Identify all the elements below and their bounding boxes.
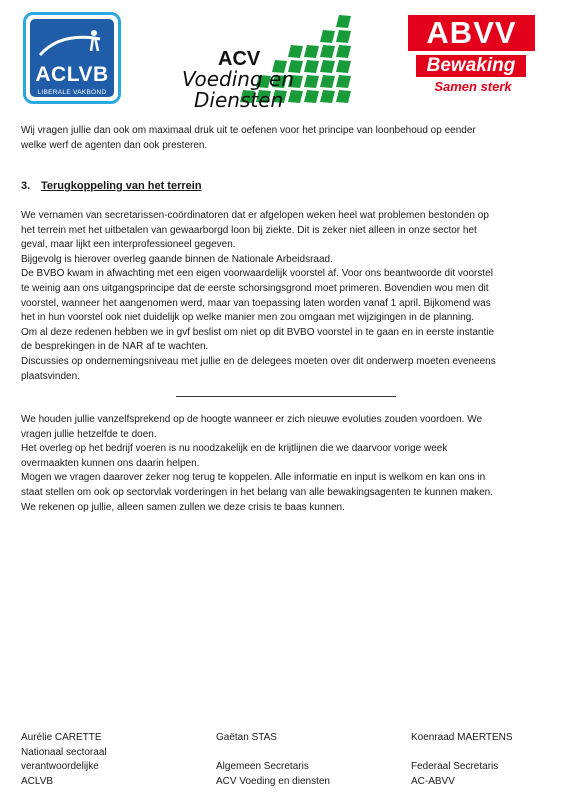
text-line: Bijgevolg is hierover overleg gaande binnen de Nationale Arbeidsraad. <box>21 253 333 265</box>
text-line: De BVBO kwam in afwachting met een eigen voorwaardelijk voorstel af. Voor ons beantwoorde dit voorstel <box>21 268 493 280</box>
acv-grid-tile <box>336 60 351 73</box>
text-line: het in hun voorstel ook niet duidelijk op welke manier men zou omgaan met wijzigingen in de planning. <box>21 312 475 324</box>
acv-grid-tile <box>320 30 335 43</box>
section-heading <box>21 180 202 192</box>
section-number: 3. <box>21 180 31 192</box>
signature-acv <box>216 731 330 789</box>
acv-logo-line2: Voeding en <box>182 67 295 91</box>
text-line: plaatsvinden. <box>21 370 80 382</box>
acv-grid-tile <box>288 45 303 58</box>
text-line: vragen jullie hetzelfde te doen. <box>21 428 157 440</box>
abvv-logo-subtitle: Bewaking <box>416 55 526 77</box>
acv-grid-tile <box>336 90 351 103</box>
intro-paragraph <box>21 124 541 153</box>
signature-line: Aurélie CARETTE <box>21 732 102 743</box>
acv-grid-tile <box>336 75 351 88</box>
signature-abvv <box>411 731 513 789</box>
acv-grid-tile <box>304 45 319 58</box>
signature-line: Federaal Secretaris <box>411 761 499 773</box>
acv-grid-tile <box>288 90 303 103</box>
signature-line: Algemeen Secretaris <box>216 761 309 773</box>
signature-line: Koenraad MAERTENS <box>411 732 513 743</box>
text-line: overmaakten kunnen ons daarin helpen. <box>21 457 200 469</box>
acv-logo-line3: Diensten <box>194 88 284 112</box>
aclvb-logo-subtitle: LIBERALE VAKBOND <box>37 89 107 96</box>
aclvb-figure-icon <box>38 29 108 59</box>
acv-grid-tile <box>304 90 319 103</box>
signature-line: AC-ABVV <box>411 775 455 787</box>
text-line: te weinig aan ons uitgangsprincipe dat de eerste schorsingsgrond moet primeren. Bovendien wou men dit <box>21 282 489 294</box>
abvv-logo-name: ABVV <box>408 15 535 51</box>
text-line: We vernamen van secretarissen-coördinatoren dat er afgelopen weken heel wat problemen bestonden op <box>21 210 489 221</box>
aclvb-logo-panel <box>30 19 114 97</box>
text-line: geval, maar lijkt een interprofessioneel gegeven. <box>21 239 236 251</box>
abvv-logo <box>408 15 538 95</box>
acv-grid-tile <box>336 45 351 58</box>
text-line: We rekenen op jullie, alleen samen zullen we deze crisis te baas kunnen. <box>21 501 345 513</box>
text-line: Discussies op ondernemingsniveau met jullie en de delegees moeten over dit onderwerp moeten eveneens <box>21 355 496 367</box>
signature-line <box>411 746 513 761</box>
acv-grid-tile <box>320 45 335 58</box>
acv-grid-tile <box>304 60 319 73</box>
text-line: Mogen we vragen daarover zeker nog terug te koppelen. Alle informatie en input is welkom en kan ons in <box>21 472 486 484</box>
text-line: het terrein met het uitbetalen van gewaarborgd loon bij ziekte. Dit is zeker niet alleen in onze sector het <box>21 224 477 236</box>
section-title: Terugkoppeling van het terrein <box>41 180 202 192</box>
abvv-logo-slogan: Samen sterk <box>434 79 512 94</box>
text-line: welke werf de agenten dan ook presteren. <box>21 139 208 151</box>
divider-line <box>176 396 396 397</box>
signature-line: Gaëtan STAS <box>216 732 277 743</box>
signature-line: ACLVB <box>21 775 54 787</box>
acv-logo-line1: ACV <box>218 48 261 70</box>
signature-line: Nationaal sectoraal <box>21 746 107 758</box>
text-line: Wij vragen jullie dan ook om maximaal druk uit te oefenen voor het principe van loonbehoud op eender <box>21 125 476 136</box>
text-line: Om al deze redenen hebben we in gvf beslist om niet op dit BVBO voorstel in te gaan en in eerste instantie <box>21 326 495 338</box>
acv-grid-tile <box>320 60 335 73</box>
acv-grid-tile <box>336 30 351 43</box>
acv-logo <box>180 15 360 110</box>
acv-grid-tile <box>336 15 351 28</box>
signature-line: ACV Voeding en diensten <box>216 775 330 787</box>
text-line: We houden jullie vanzelfsprekend op de hoogte wanneer er zich nieuwe evoluties zouden voordoen. We <box>21 414 483 425</box>
text-line: staat stellen om ook op sectorvlak vorderingen in het belang van alle bewakingsagenten te kunnen maken. <box>21 486 493 498</box>
acv-grid-tile <box>304 75 319 88</box>
acv-grid-tile <box>320 75 335 88</box>
body-paragraph-2 <box>21 413 541 515</box>
aclvb-logo <box>23 12 121 104</box>
signature-line <box>216 746 330 761</box>
acv-grid-tile <box>320 90 335 103</box>
text-line: de besprekingen in de NAR af te wachten. <box>21 341 209 353</box>
body-paragraph-1 <box>21 209 541 384</box>
signature-line: verantwoordelijke <box>21 761 99 773</box>
text-line: Het overleg op het bedrijf voeren is nu noodzakelijk en de krijtlijnen die we daarvoor vorige week <box>21 443 448 455</box>
aclvb-logo-name: ACLVB <box>35 63 109 86</box>
text-line: voorstel, wanneer het aangenomen werd, maar van toepassing laten worden vanaf 1 april. Bijkomend was <box>21 297 491 309</box>
signature-aclvb <box>21 731 107 789</box>
